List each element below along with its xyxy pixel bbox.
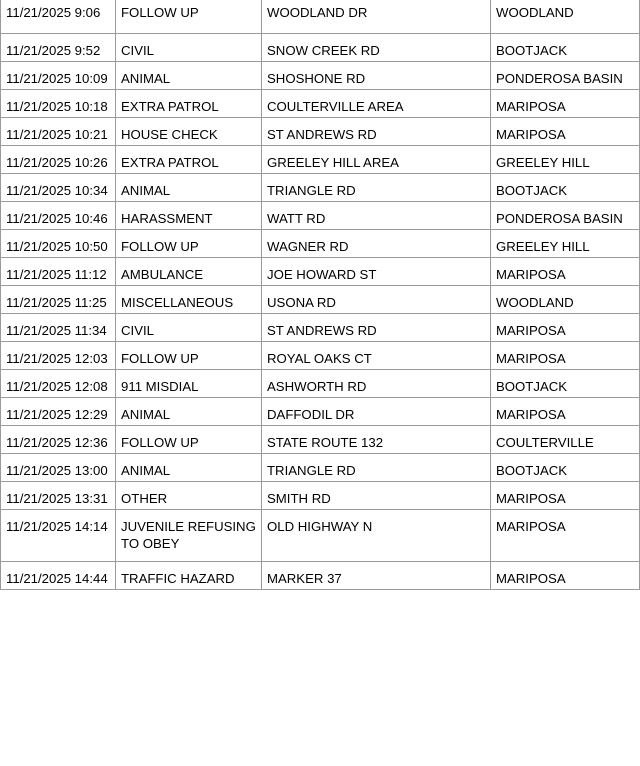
location-cell: WATT RD xyxy=(262,201,491,229)
call-type-cell: OTHER xyxy=(116,481,262,509)
table-row xyxy=(1,173,640,201)
area-cell: COULTERVILLE xyxy=(491,425,640,453)
call-type-cell: FOLLOW UP xyxy=(116,0,262,33)
table-row xyxy=(1,201,640,229)
call-type-cell: ANIMAL xyxy=(116,61,262,89)
table-row xyxy=(1,117,640,145)
location-cell: GREELEY HILL AREA xyxy=(262,145,491,173)
location-cell: JOE HOWARD ST xyxy=(262,257,491,285)
area-cell: PONDEROSA BASIN xyxy=(491,61,640,89)
table-row xyxy=(1,453,640,481)
datetime-cell: 11/21/2025 14:44 xyxy=(1,561,116,589)
table-row xyxy=(1,285,640,313)
datetime-cell: 11/21/2025 9:52 xyxy=(1,33,116,61)
datetime-cell: 11/21/2025 12:03 xyxy=(1,341,116,369)
table-row xyxy=(1,397,640,425)
datetime-cell: 11/21/2025 9:06 xyxy=(1,0,116,33)
area-cell: MARIPOSA xyxy=(491,341,640,369)
call-type-cell: 911 MISDIAL xyxy=(116,369,262,397)
table-row xyxy=(1,369,640,397)
table-row xyxy=(1,61,640,89)
area-cell: MARIPOSA xyxy=(491,313,640,341)
location-cell: TRIANGLE RD xyxy=(262,173,491,201)
datetime-cell: 11/21/2025 10:18 xyxy=(1,89,116,117)
location-cell: STATE ROUTE 132 xyxy=(262,425,491,453)
table-row xyxy=(1,0,640,33)
location-cell: WAGNER RD xyxy=(262,229,491,257)
datetime-cell: 11/21/2025 12:36 xyxy=(1,425,116,453)
call-type-cell: ANIMAL xyxy=(116,453,262,481)
datetime-cell: 11/21/2025 11:12 xyxy=(1,257,116,285)
call-type-cell: FOLLOW UP xyxy=(116,425,262,453)
location-cell: SNOW CREEK RD xyxy=(262,33,491,61)
table-row xyxy=(1,89,640,117)
datetime-cell: 11/21/2025 12:29 xyxy=(1,397,116,425)
area-cell: GREELEY HILL xyxy=(491,229,640,257)
location-cell: WOODLAND DR xyxy=(262,0,491,33)
area-cell: MARIPOSA xyxy=(491,509,640,561)
table-row xyxy=(1,313,640,341)
call-type-cell: EXTRA PATROL xyxy=(116,145,262,173)
area-cell: BOOTJACK xyxy=(491,369,640,397)
datetime-cell: 11/21/2025 10:26 xyxy=(1,145,116,173)
table-row xyxy=(1,257,640,285)
datetime-cell: 11/21/2025 10:21 xyxy=(1,117,116,145)
call-type-cell: EXTRA PATROL xyxy=(116,89,262,117)
table-row xyxy=(1,425,640,453)
call-type-cell: MISCELLANEOUS xyxy=(116,285,262,313)
call-type-cell: FOLLOW UP xyxy=(116,229,262,257)
location-cell: ST ANDREWS RD xyxy=(262,117,491,145)
location-cell: COULTERVILLE AREA xyxy=(262,89,491,117)
location-cell: USONA RD xyxy=(262,285,491,313)
area-cell: PONDEROSA BASIN xyxy=(491,201,640,229)
table-row xyxy=(1,481,640,509)
location-cell: OLD HIGHWAY N xyxy=(262,509,491,561)
location-cell: ST ANDREWS RD xyxy=(262,313,491,341)
area-cell: BOOTJACK xyxy=(491,453,640,481)
location-cell: MARKER 37 xyxy=(262,561,491,589)
location-cell: ROYAL OAKS CT xyxy=(262,341,491,369)
table-row xyxy=(1,145,640,173)
datetime-cell: 11/21/2025 10:09 xyxy=(1,61,116,89)
call-type-cell: CIVIL xyxy=(116,33,262,61)
area-cell: GREELEY HILL xyxy=(491,145,640,173)
area-cell: WOODLAND xyxy=(491,285,640,313)
datetime-cell: 11/21/2025 10:46 xyxy=(1,201,116,229)
area-cell: BOOTJACK xyxy=(491,33,640,61)
area-cell: WOODLAND xyxy=(491,0,640,33)
table-row xyxy=(1,561,640,589)
call-type-cell: JUVENILE REFUSING TO OBEY xyxy=(116,509,262,561)
area-cell: MARIPOSA xyxy=(491,89,640,117)
location-cell: SMITH RD xyxy=(262,481,491,509)
call-type-cell: ANIMAL xyxy=(116,173,262,201)
table-row xyxy=(1,33,640,61)
table-row xyxy=(1,341,640,369)
datetime-cell: 11/21/2025 11:25 xyxy=(1,285,116,313)
location-cell: SHOSHONE RD xyxy=(262,61,491,89)
area-cell: MARIPOSA xyxy=(491,117,640,145)
call-type-cell: ANIMAL xyxy=(116,397,262,425)
datetime-cell: 11/21/2025 10:50 xyxy=(1,229,116,257)
table-row xyxy=(1,229,640,257)
call-type-cell: AMBULANCE xyxy=(116,257,262,285)
table-row xyxy=(1,509,640,561)
area-cell: MARIPOSA xyxy=(491,561,640,589)
area-cell: MARIPOSA xyxy=(491,257,640,285)
call-type-cell: TRAFFIC HAZARD xyxy=(116,561,262,589)
location-cell: TRIANGLE RD xyxy=(262,453,491,481)
call-type-cell: HOUSE CHECK xyxy=(116,117,262,145)
datetime-cell: 11/21/2025 13:00 xyxy=(1,453,116,481)
call-type-cell: CIVIL xyxy=(116,313,262,341)
datetime-cell: 11/21/2025 10:34 xyxy=(1,173,116,201)
area-cell: MARIPOSA xyxy=(491,481,640,509)
datetime-cell: 11/21/2025 14:14 xyxy=(1,509,116,561)
location-cell: DAFFODIL DR xyxy=(262,397,491,425)
call-type-cell: HARASSMENT xyxy=(116,201,262,229)
call-type-cell: FOLLOW UP xyxy=(116,341,262,369)
datetime-cell: 11/21/2025 11:34 xyxy=(1,313,116,341)
area-cell: MARIPOSA xyxy=(491,397,640,425)
location-cell: ASHWORTH RD xyxy=(262,369,491,397)
datetime-cell: 11/21/2025 13:31 xyxy=(1,481,116,509)
area-cell: BOOTJACK xyxy=(491,173,640,201)
datetime-cell: 11/21/2025 12:08 xyxy=(1,369,116,397)
